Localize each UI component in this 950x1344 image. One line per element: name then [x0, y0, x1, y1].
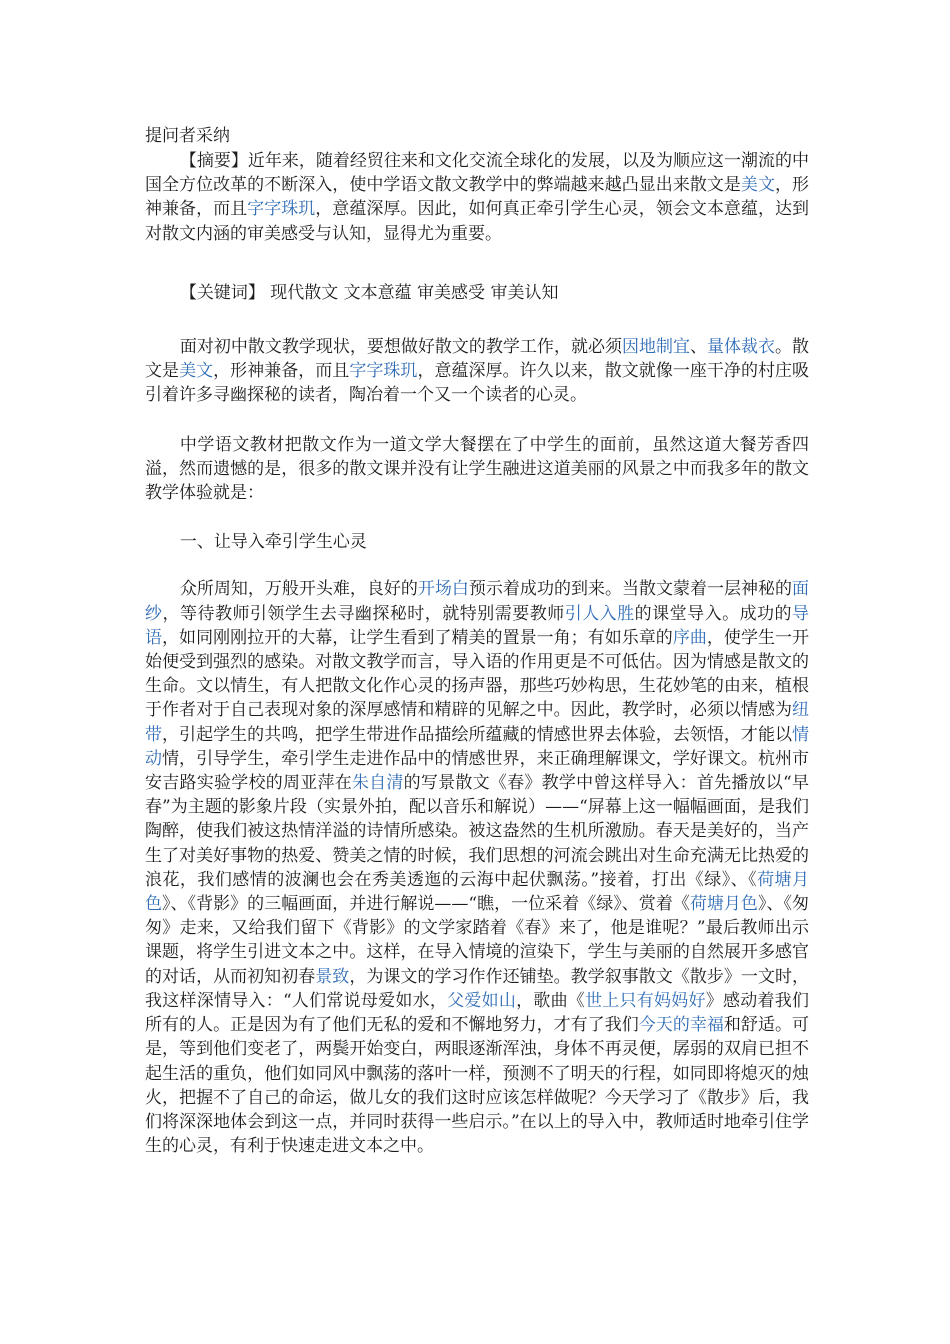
inline-link[interactable]: 荷塘月色	[145, 869, 809, 915]
paragraph-text: 的课堂导入。成功的	[634, 603, 793, 624]
paragraph-text: 【关键词】 现代散文 文本意蕴 审美感受 审美认知	[179, 282, 559, 303]
section-body-paragraph	[145, 577, 809, 1158]
inline-link[interactable]: 景致	[315, 966, 350, 987]
inline-link[interactable]: 父爱如山	[447, 990, 517, 1011]
paragraph-text: ，如同刚刚拉开的大幕，让学生看到了精美的置景一角；有如乐章的	[162, 627, 673, 648]
textbook-paragraph	[145, 433, 809, 506]
inline-link[interactable]: 美文	[740, 175, 775, 196]
paragraph-text: ，形神兼备，而且	[213, 361, 350, 382]
keywords-paragraph	[145, 281, 809, 305]
paragraph-text: ，歌曲《	[516, 990, 586, 1011]
paragraph-text: ，意蕴深厚。许久以来，散文就像一座干净的村庄吸引着许多寻幽探秘的读者，陶冶着一个又一个读者的心灵。	[145, 361, 810, 406]
paragraph-text: ，意蕴深厚。因此，如何真正牵引学生心灵，领会文本意蕴，达到对散文内涵的审美感受与认知，显得尤为重要。	[145, 199, 810, 244]
intro-paragraph	[145, 335, 809, 408]
paragraph-text: ，使学生一开始便受到强烈的感染。对散文教学而言，导入语的作用更是不可低估。因为情感是散文的生命。文以情生，有人把散文化作心灵的扬声器，那些巧妙构思，生花妙笔的由来，植根于作者对于自己表现对象的深厚感情和精辟的见解之中。因此，教学时，必须以情感为	[145, 627, 810, 721]
paragraph-text: 一、让导入牵引学生心灵	[179, 532, 367, 553]
section-heading	[145, 530, 809, 554]
inline-link[interactable]: 开场白	[417, 579, 469, 600]
paragraph-text: 众所周知，万般开头难，良好的	[179, 579, 418, 600]
abstract-paragraph	[145, 149, 809, 246]
document-page	[145, 124, 809, 1158]
paragraph-text: 、	[690, 337, 708, 358]
inline-link[interactable]: 字字珠玑	[247, 199, 316, 220]
paragraph-text: 的写景散文《春》教学中曾这样导入：首先播放以“早春”为主题的影象片段（实景外拍，配以音乐和解说）——“屏幕上这一幅幅画面，是我们陶醉，使我们被这热情洋溢的诗情所感染。被这盎然的生机所激励。春天是美好的，当产生了对美好事物的热爱、赞美之情的时候，我们思想的河流会跳出对生命充满无比热爱的浪花，我们感情的波澜也会在秀美透迤的云海中起伏飘荡。”接着，打出《绿》、《	[145, 773, 809, 890]
inline-link[interactable]: 情动	[145, 724, 810, 769]
inline-link[interactable]: 量体裁衣	[707, 337, 776, 358]
inline-link[interactable]: 美文	[179, 361, 214, 382]
paragraph-text: 。散文是	[145, 337, 810, 382]
paragraph-text: ，形神兼备，而且	[145, 175, 810, 220]
inline-link[interactable]: 引人入胜	[564, 603, 635, 624]
paragraph-text: 》、《匆匆》走来，又给我们留下《背影》的文学家踏着《春》来了，他是谁呢？”最后教师出示课题，将学生引进文本之中。这样，在导入情境的渲染下，学生与美丽的自然展开多感官的对话，从而初知初春	[145, 894, 810, 987]
inline-link[interactable]: 因地制宜	[621, 337, 690, 358]
inline-link[interactable]: 序曲	[672, 627, 707, 648]
inline-link[interactable]: 今天的幸福	[638, 1015, 724, 1036]
paragraph-text: 》感动着我们所有的人。正是因为有了他们无私的爱和不懈地努力，才有了我们	[145, 990, 810, 1036]
paragraph-text: ，为课文的学习作作还铺垫。教学叙事散文《散步》一文时，我这样深情导入：“人们常说母爱如水，	[145, 966, 810, 1011]
paragraph-text: 面对初中散文教学现状，要想做好散文的教学工作，就必须	[179, 337, 622, 358]
inline-link[interactable]: 字字珠玑	[349, 361, 418, 382]
paragraph-text: ，引起学生的共鸣，把学生带进作品描绘所蕴藏的情感世界去体验，去领悟，才能以	[162, 724, 793, 745]
paragraph-text: 中学语文教材把散文作为一道文学大餐摆在了中学生的面前，虽然这道大餐芳香四溢，然而遗憾的是，很多的散文课并没有让学生融进这道美丽的风景之中而我多年的散文教学体验就是：	[145, 434, 809, 504]
paragraph-text: 【摘要】近年来，随着经贸往来和文化交流全球化的发展，以及为顺应这一潮流的中国全方位改革的不断深入，使中学语文散文教学中的弊端越来越凸显出来散文是	[145, 151, 809, 196]
inline-link[interactable]: 面纱	[145, 579, 810, 624]
inline-link[interactable]: 朱自清	[351, 773, 404, 794]
inline-link[interactable]: 世上只有妈妈好	[585, 990, 706, 1011]
inline-link[interactable]: 纽带	[145, 700, 809, 745]
inline-link[interactable]: 导语	[145, 603, 810, 648]
paragraph-text: 预示着成功的到来。当散文蒙着一层神秘的	[468, 579, 793, 600]
asker-label: 提问者采纳	[145, 126, 230, 146]
paragraph-text: 和舒适。可是，等到他们变老了，两鬓开始变白，两眼逐渐浑浊，身体不再灵便，孱弱的双肩已担不起生活的重负，他们如同风中飘荡的落叶一样，预测不了明天的行程，如同即将熄灭的烛火，把握不了自己的命运，做儿女的我们这时应该怎样做呢？今天学习了《散步》后，我们将深深地体会到这一点，并同时获得一些启示。”在以上的导入中，教师适时地牵引住学生的心灵，有利于快速走进文本之中。	[145, 1015, 810, 1157]
paragraph-text: 》、《背影》的三幅画面，并进行解说——“瞧，一位采着《绿》、赏着《	[162, 894, 690, 915]
paragraph-text: 情，引导学生，牵引学生走进作品中的情感世界，来正确理解课文，学好课文。杭州市安吉路实验学校的周亚萍在	[145, 748, 810, 794]
inline-link[interactable]: 荷塘月色	[689, 894, 758, 915]
paragraph-text: ，等待教师引领学生去寻幽探秘时，就特别需要教师	[162, 603, 565, 624]
